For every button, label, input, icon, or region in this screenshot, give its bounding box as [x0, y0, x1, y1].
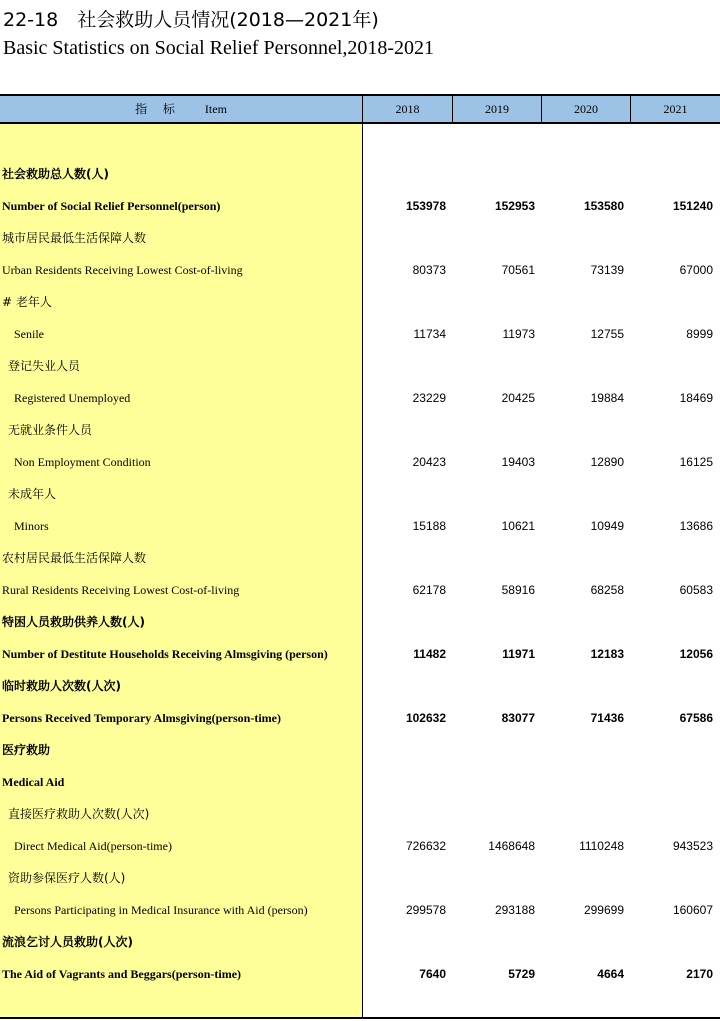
- value-2020: 73139: [590, 263, 624, 277]
- header-item-en: Item: [204, 102, 227, 116]
- row-label: Number of Destitute Households Receiving Almsgiving (person): [2, 647, 328, 661]
- value-2019: 11973: [502, 327, 535, 341]
- table-row: [0, 798, 720, 830]
- row-label: Direct Medical Aid(person-time): [14, 839, 172, 853]
- table-row: [0, 190, 720, 222]
- table-row: [0, 254, 720, 286]
- value-2021: 12056: [679, 647, 713, 661]
- table-row: [0, 350, 720, 382]
- row-label: Medical Aid: [2, 775, 65, 789]
- value-2019: 58916: [501, 583, 535, 597]
- table-row: [0, 510, 720, 542]
- value-2020: 71436: [590, 711, 624, 725]
- row-label: Minors: [14, 519, 49, 533]
- row-label: Urban Residents Receiving Lowest Cost-of-living: [2, 263, 243, 277]
- row-label: Persons Participating in Medical Insurance with Aid (person): [14, 903, 308, 917]
- value-2018: 726632: [405, 839, 446, 853]
- table-row: [0, 478, 720, 510]
- value-2018: 102632: [405, 711, 446, 725]
- row-label: Registered Unemployed: [14, 391, 131, 405]
- statistics-table: [0, 94, 720, 1021]
- row-label: 流浪乞讨人员救助(人次): [2, 935, 133, 949]
- row-label: Senile: [14, 327, 44, 341]
- row-label: 资助参保医疗人数(人): [8, 871, 126, 885]
- page-title-chinese: 22-18 社会救助人员情况(2018—2021年): [3, 9, 379, 31]
- table-row: [0, 830, 720, 862]
- table-body: [0, 124, 720, 1021]
- value-2018: 20423: [412, 455, 446, 469]
- value-2020: 4664: [597, 967, 624, 981]
- table-row: [0, 606, 720, 638]
- value-2019: 19403: [501, 455, 535, 469]
- value-2020: 12183: [590, 647, 624, 661]
- value-2021: 160607: [672, 903, 713, 917]
- table-row: [0, 222, 720, 254]
- header-year-2021: 2021: [663, 102, 688, 116]
- value-2020: 153580: [583, 199, 624, 213]
- table-row: [0, 766, 720, 798]
- table-row: [0, 702, 720, 734]
- value-2019: 83077: [501, 711, 535, 725]
- table-row: [0, 894, 720, 926]
- bottom-rule: [0, 1017, 720, 1019]
- value-2018: 153978: [405, 199, 446, 213]
- value-2018: 62178: [412, 583, 446, 597]
- value-2019: 10621: [501, 519, 535, 533]
- value-2019: 5729: [508, 967, 535, 981]
- row-label: Non Employment Condition: [14, 455, 151, 469]
- row-label: The Aid of Vagrants and Beggars(person-time): [2, 967, 242, 981]
- table-row: [0, 286, 720, 318]
- row-label: 医疗救助: [2, 743, 51, 757]
- value-2020: 19884: [590, 391, 624, 405]
- row-label: 社会救助总人数(人): [2, 167, 109, 181]
- row-label: 城市居民最低生活保障人数: [2, 231, 147, 245]
- value-2021: 60583: [679, 583, 713, 597]
- value-2021: 8999: [686, 327, 713, 341]
- table-row: [0, 318, 720, 350]
- value-2021: 151240: [672, 199, 713, 213]
- header-item-cell: [0, 96, 363, 122]
- row-label: 特困人员救助供养人数(人): [2, 615, 145, 629]
- value-2018: 299578: [405, 903, 446, 917]
- table-row: [0, 670, 720, 702]
- value-2020: 12890: [590, 455, 624, 469]
- row-label: 登记失业人员: [8, 359, 81, 373]
- table-row: [0, 542, 720, 574]
- row-label: 直接医疗救助人次数(人次): [8, 807, 150, 821]
- row-label: 临时救助人次数(人次): [2, 679, 121, 693]
- header-year-2020: 2020: [542, 96, 631, 122]
- value-2018: 23229: [412, 391, 446, 405]
- value-2018: 11734: [413, 327, 446, 341]
- table-row: [0, 158, 720, 190]
- row-label: Rural Residents Receiving Lowest Cost-of-living: [2, 583, 240, 597]
- table-row: [0, 734, 720, 766]
- page-title-english: Basic Statistics on Social Relief Personnel,2018-2021: [3, 37, 435, 59]
- value-2018: 15188: [412, 519, 446, 533]
- row-label: 未成年人: [8, 487, 57, 501]
- row-label: 农村居民最低生活保障人数: [2, 551, 147, 565]
- value-2021: 67000: [679, 263, 713, 277]
- row-label: Persons Received Temporary Almsgiving(person-time): [2, 711, 281, 725]
- value-2021: 2170: [686, 967, 713, 981]
- header-item-cn: 指 标: [135, 102, 181, 116]
- value-2019: 293188: [494, 903, 535, 917]
- table-header: [0, 94, 720, 124]
- value-2019: 1468648: [488, 839, 535, 853]
- value-2021: 16125: [679, 455, 713, 469]
- row-label: # 老年人: [2, 295, 52, 309]
- value-2018: 7640: [419, 967, 446, 981]
- table-row: [0, 926, 720, 958]
- value-2018: 80373: [412, 263, 446, 277]
- table-row: [0, 862, 720, 894]
- value-2021: 13686: [679, 519, 713, 533]
- value-2021: 67586: [679, 711, 713, 725]
- value-2020: 1110248: [579, 839, 624, 853]
- value-2021: 943523: [672, 839, 713, 853]
- header-year-2019: 2019: [453, 96, 542, 122]
- value-2020: 299699: [583, 903, 624, 917]
- value-2020: 12755: [590, 327, 624, 341]
- table-row: [0, 958, 720, 990]
- value-2019: 70561: [501, 263, 535, 277]
- header-year-2018: 2018: [363, 96, 453, 122]
- table-row: [0, 382, 720, 414]
- table-row: [0, 638, 720, 670]
- value-2020: 10949: [590, 519, 624, 533]
- value-2018: 11482: [413, 647, 446, 661]
- value-2019: 20425: [501, 391, 535, 405]
- table-row: [0, 446, 720, 478]
- value-2019: 152953: [494, 199, 535, 213]
- value-2019: 11971: [502, 647, 535, 661]
- table-row: [0, 574, 720, 606]
- row-label: 无就业条件人员: [8, 423, 93, 437]
- value-2020: 68258: [590, 583, 624, 597]
- table-row: [0, 414, 720, 446]
- row-label: Number of Social Relief Personnel(person): [2, 199, 221, 213]
- value-2021: 18469: [679, 391, 713, 405]
